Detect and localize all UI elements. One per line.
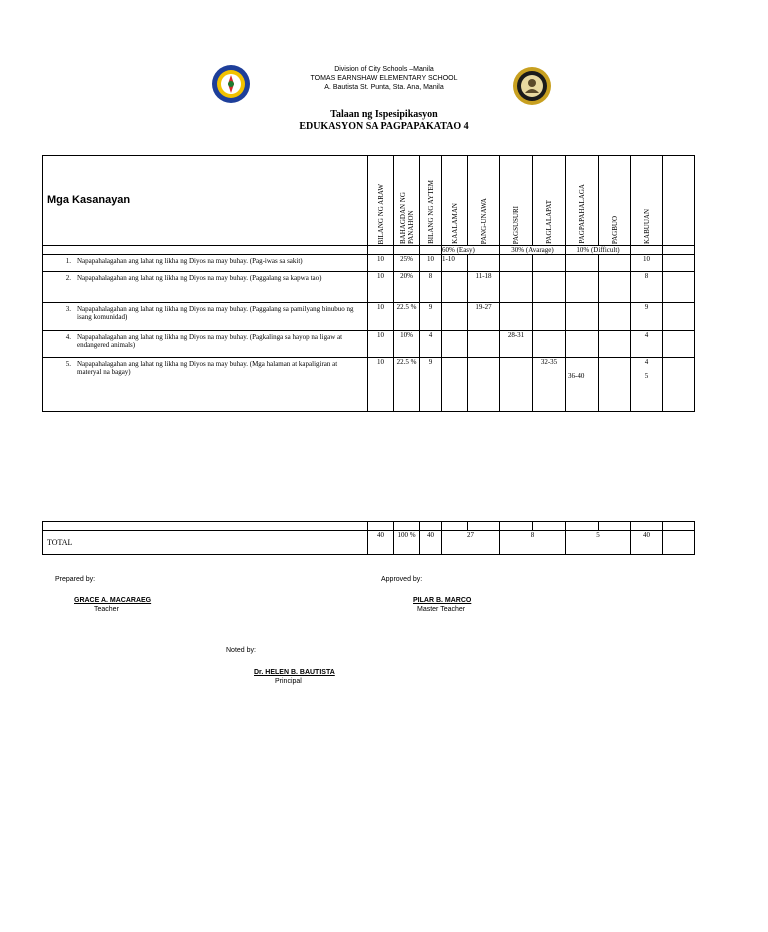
col-header-bahagdan: BAHAGDAN NG PANAHON	[398, 192, 415, 244]
specification-table	[42, 155, 695, 412]
cell-araw: 10	[368, 272, 394, 303]
noted-role: Principal	[275, 678, 302, 685]
cell-pang-unawa	[468, 358, 500, 412]
col-header-kaalaman: KAALAMAN	[450, 203, 459, 244]
division-text: Division of City Schools –Manila	[334, 66, 434, 73]
table-row	[43, 255, 695, 272]
total-difficult: 5	[566, 531, 631, 555]
competency-text: Napapahalagahan ang lahat ng likha ng Diyos na may buhay. (Paggalang sa pamilyang binubuo ng isang komunidad)	[77, 305, 354, 321]
cell-pagpapahalaga	[566, 255, 599, 272]
cell-pagsusuri	[500, 255, 533, 272]
total-kabuuan: 40	[631, 531, 663, 555]
approved-name: PILAR B. MARCO	[413, 597, 472, 604]
competency-text: Napapahalagahan ang lahat ng likha ng Diyos na may buhay. (Paggalang sa kapwa tao)	[77, 274, 322, 282]
cell-pang-unawa: 19-27	[468, 303, 500, 331]
competency-text: Napapahalagahan ang lahat ng likha ng Diyos na may buhay. (Mga halaman at kapaligiran at materyal na bagay)	[77, 360, 338, 376]
cell-kaalaman	[442, 331, 468, 358]
cell-kaalaman	[442, 272, 468, 303]
col-header-pang-unawa: PANG-UNAWA	[479, 197, 488, 244]
cell-paglalapat	[533, 303, 566, 331]
cell-pagbuo	[599, 255, 631, 272]
cell-pang-unawa	[468, 331, 500, 358]
row-number: 2.	[65, 274, 71, 282]
cell-paglalapat	[533, 272, 566, 303]
cell-bahagdan: 20%	[394, 272, 420, 303]
cell-bahagdan: 10%	[394, 331, 420, 358]
page-subtitle: EDUKASYON SA PAGPAPAKATAO 4	[299, 121, 469, 132]
cell-kabuuan: 4	[644, 358, 649, 366]
cell-araw: 10	[368, 331, 394, 358]
total-bahagdan: 100 %	[394, 531, 420, 555]
cell-bahagdan: 22.5 %	[394, 358, 420, 412]
cell-pagpapahalaga	[566, 331, 599, 358]
cell-pagbuo	[599, 272, 631, 303]
cell-aytem: 9	[420, 303, 442, 331]
noted-label: Noted by:	[226, 647, 256, 654]
header-row	[43, 156, 695, 246]
school-address: A. Bautista St. Punta, Sta. Ana, Manila	[324, 84, 444, 91]
competency-text: Napapahalagahan ang lahat ng likha ng Diyos na may buhay. (Pagkalinga sa hayop na ligaw at endangered animals)	[77, 333, 343, 349]
table-row	[43, 331, 695, 358]
school-seal-icon	[512, 66, 552, 106]
table-row	[43, 303, 695, 331]
prepared-label: Prepared by:	[55, 576, 96, 583]
difficulty-difficult: 10% (Difficult)	[566, 246, 631, 255]
cell-paglalapat	[533, 255, 566, 272]
cell-aytem: 9	[420, 358, 442, 412]
cell-pagsusuri	[500, 358, 533, 412]
cell-bahagdan: 22.5 %	[394, 303, 420, 331]
col-header-pagbuo: PAGBUO	[610, 215, 619, 244]
cell-pagbuo	[599, 303, 631, 331]
cell-kaalaman	[442, 358, 468, 412]
cell-kabuuan: 9	[631, 303, 663, 331]
col-header-pagpapahalaga: PAGPAPAHALAGA	[578, 184, 586, 244]
cell-paglalapat	[533, 331, 566, 358]
page-title: Talaan ng Ispesipikasyon	[330, 109, 438, 120]
cell-pagpapahalaga	[566, 272, 599, 303]
col-header-kabuuan: KABUUAN	[642, 209, 651, 244]
cell-pagsusuri: 28-31	[500, 331, 533, 358]
col-header-aytem: BILANG NG AYTEM	[426, 180, 435, 244]
cell-pagbuo	[599, 358, 631, 412]
col-header-paglalapat: PAGLALAPAT	[545, 200, 553, 244]
approved-label: Approved by:	[381, 576, 423, 583]
cell-pagpapahalaga	[566, 303, 599, 331]
row-number: 4.	[65, 333, 71, 341]
division-seal-icon	[211, 64, 251, 104]
school-name: TOMAS EARNSHAW ELEMENTARY SCHOOL	[310, 75, 458, 82]
difficulty-easy: 60% (Easy)	[442, 246, 500, 255]
cell-aytem: 8	[420, 272, 442, 303]
total-row	[43, 531, 695, 555]
total-aytem: 40	[420, 531, 442, 555]
cell-kabuuan: 4	[631, 331, 663, 358]
cell-aytem: 10	[420, 255, 442, 272]
cell-kabuuan: 8	[631, 272, 663, 303]
table-row	[43, 272, 695, 303]
total-table	[42, 521, 695, 555]
competency-text: Napapahalagahan ang lahat ng likha ng Diyos na may buhay. (Pag-iwas sa sakit)	[77, 257, 303, 265]
cell-pang-unawa: 11-18	[468, 272, 500, 303]
noted-name: Dr. HELEN B. BAUTISTA	[254, 669, 335, 676]
prepared-role: Teacher	[94, 606, 119, 613]
cell-araw: 10	[368, 255, 394, 272]
difficulty-row	[43, 246, 695, 255]
row-number: 5.	[65, 360, 71, 368]
cell-kabuuan-2: 5	[644, 372, 649, 380]
total-average: 8	[500, 531, 566, 555]
approved-role: Master Teacher	[417, 606, 466, 613]
cell-pagsusuri	[500, 303, 533, 331]
prepared-name: GRACE A. MACARAEG	[74, 597, 152, 604]
cell-aytem: 4	[420, 331, 442, 358]
cell-araw: 10	[368, 358, 394, 412]
competency-header: Mga Kasanayan	[47, 194, 131, 206]
cell-pagbuo	[599, 331, 631, 358]
col-header-pagsusuri: PAGSUSURI	[512, 205, 520, 244]
col-header-araw: BILANG NG ARAW	[376, 183, 385, 244]
cell-pagpapahalaga: 36-40	[568, 372, 585, 380]
cell-bahagdan: 25%	[394, 255, 420, 272]
cell-pang-unawa	[468, 255, 500, 272]
cell-paglalapat: 32-35	[533, 358, 566, 412]
total-label: TOTAL	[43, 531, 368, 555]
cell-araw: 10	[368, 303, 394, 331]
cell-kaalaman: 1-10	[442, 255, 468, 272]
row-number: 3.	[65, 305, 71, 313]
total-easy: 27	[442, 531, 500, 555]
total-araw: 40	[368, 531, 394, 555]
table-row	[43, 358, 695, 412]
cell-kaalaman	[442, 303, 468, 331]
row-number: 1.	[65, 257, 71, 265]
cell-kabuuan: 10	[631, 255, 663, 272]
cell-pagsusuri	[500, 272, 533, 303]
difficulty-average: 30% (Avarage)	[500, 246, 566, 255]
